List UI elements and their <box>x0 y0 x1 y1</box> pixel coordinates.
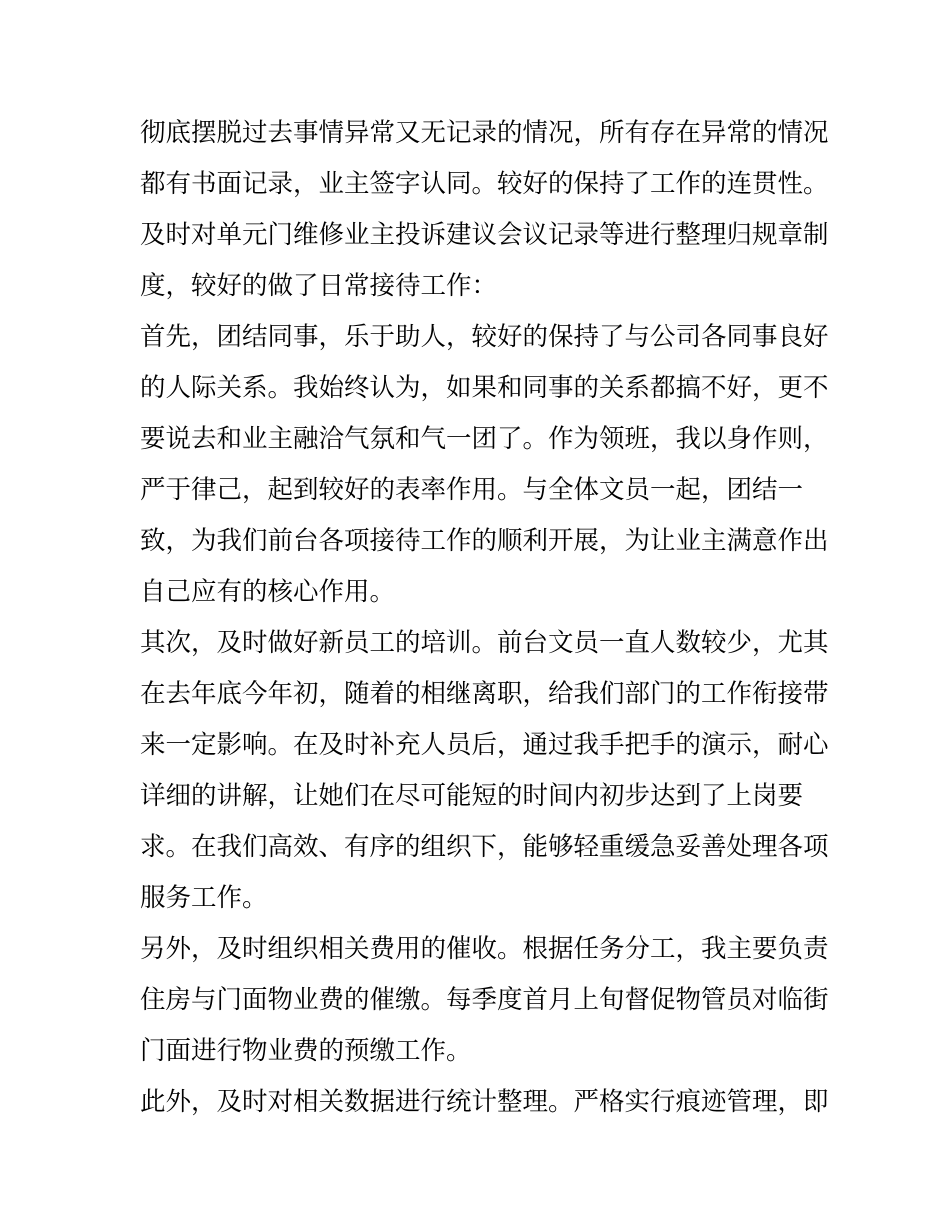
text-line: 首先，团结同事，乐于助人，较好的保持了与公司各同事良好 <box>140 322 829 352</box>
text-line: 自己应有的核心作用。 <box>140 577 396 607</box>
text-line: 要说去和业主融洽气氛和气一团了。作为领班，我以身作则， <box>140 424 829 454</box>
text-line: 详细的讲解，让她们在尽可能短的时间内初步达到了上岗要 <box>140 781 804 811</box>
text-line: 来一定影响。在及时补充人员后，通过我手把手的演示，耐心 <box>140 730 829 760</box>
text-line: 住房与门面物业费的催缴。每季度首月上旬督促物管员对临街 <box>140 985 829 1015</box>
text-line: 度，较好的做了日常接待工作： <box>140 271 498 301</box>
text-line: 的人际关系。我始终认为，如果和同事的关系都搞不好，更不 <box>140 373 829 403</box>
text-line: 求。在我们高效、有序的组织下，能够轻重缓急妥善处理各项 <box>140 832 829 862</box>
text-line: 及时对单元门维修业主投诉建议会议记录等进行整理归规章制 <box>140 220 829 250</box>
text-line: 门面进行物业费的预缴工作。 <box>140 1036 472 1066</box>
text-line: 另外，及时组织相关费用的催收。根据任务分工，我主要负责 <box>140 934 829 964</box>
text-line: 此外，及时对相关数据进行统计整理。严格实行痕迹管理，即 <box>140 1087 829 1117</box>
text-line: 服务工作。 <box>140 883 268 913</box>
text-line: 在去年底今年初，随着的相继离职，给我们部门的工作衔接带 <box>140 679 829 709</box>
text-line: 严于律己，起到较好的表率作用。与全体文员一起，团结一 <box>140 475 804 505</box>
text-line: 致，为我们前台各项接待工作的顺利开展，为让业主满意作出 <box>140 526 829 556</box>
text-line: 彻底摆脱过去事情异常又无记录的情况，所有存在异常的情况 <box>140 118 829 148</box>
text-line: 其次，及时做好新员工的培训。前台文员一直人数较少，尤其 <box>140 628 829 658</box>
text-line: 都有书面记录，业主签字认同。较好的保持了工作的连贯性。 <box>140 169 829 199</box>
document-body <box>140 108 829 1128</box>
